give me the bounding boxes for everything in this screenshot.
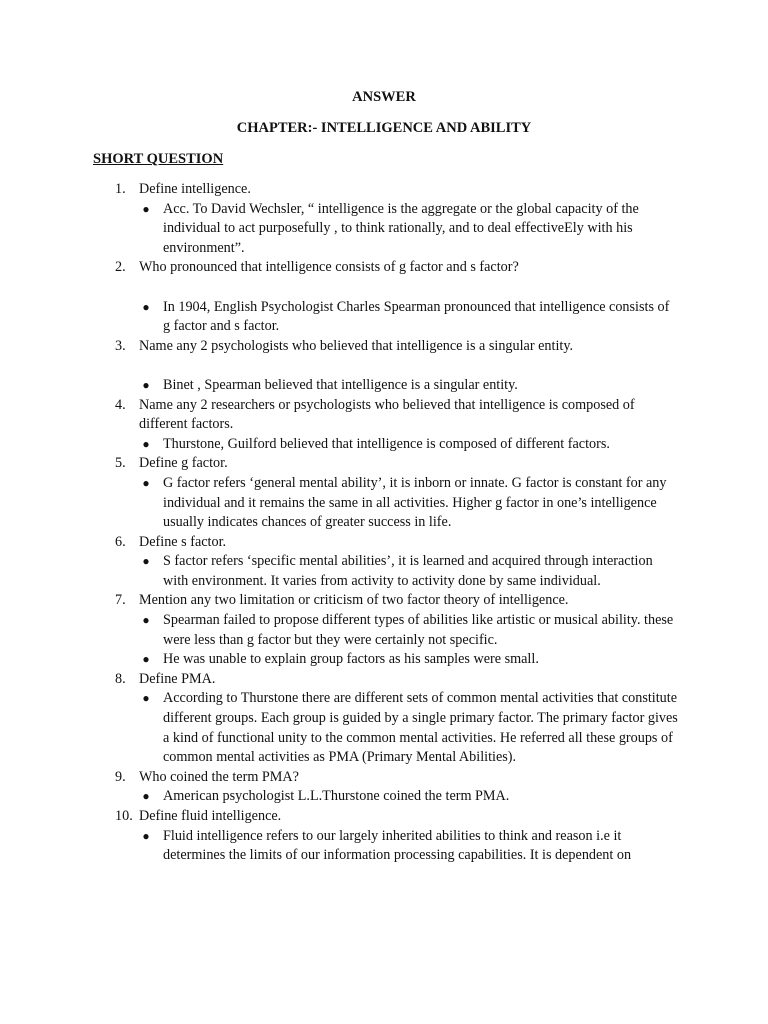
question-number: 10. bbox=[115, 808, 133, 824]
answer-item bbox=[139, 787, 679, 807]
question-text: Name any 2 psychologists who believed that intelligence is a singular entity. bbox=[139, 337, 574, 354]
question-item bbox=[0, 396, 684, 455]
answer-list bbox=[139, 552, 684, 591]
answer-text: He was unable to explain group factors as his samples were small. bbox=[163, 651, 539, 668]
answer-item bbox=[139, 689, 679, 767]
answer-list bbox=[139, 435, 684, 455]
bullet-icon: ● bbox=[142, 377, 150, 392]
question-item bbox=[0, 533, 684, 592]
question-text: Name any 2 researchers or psychologists who believed that intelligence is composed of different factors. bbox=[139, 396, 635, 433]
question-text: Define s factor. bbox=[139, 533, 227, 550]
bullet-icon: ● bbox=[142, 201, 150, 216]
question-number: 9. bbox=[115, 768, 126, 785]
question-number: 6. bbox=[115, 533, 126, 550]
answer-list bbox=[139, 689, 684, 767]
answer-heading: ANSWER bbox=[352, 89, 416, 105]
answer-text: Fluid intelligence refers to our largely inherited abilities to think and reason i.e it determines the limits of our information processing capabilities. It is dependent on bbox=[163, 827, 632, 864]
answer-item bbox=[139, 611, 679, 650]
answer-text: American psychologist L.L.Thurstone coined the term PMA. bbox=[163, 788, 510, 805]
question-number: 3. bbox=[115, 337, 126, 354]
question-item bbox=[0, 454, 684, 532]
question-text: Define fluid intelligence. bbox=[139, 808, 282, 824]
question-item bbox=[0, 670, 684, 768]
question-text: Who pronounced that intelligence consists of g factor and s factor? bbox=[139, 259, 519, 276]
answer-item bbox=[139, 200, 679, 259]
bullet-icon: ● bbox=[142, 828, 150, 843]
answer-text: Binet , Spearman believed that intelligence is a singular entity. bbox=[163, 376, 518, 393]
answer-item bbox=[139, 552, 679, 591]
answer-item bbox=[139, 298, 679, 337]
chapter-title: CHAPTER:- INTELLIGENCE AND ABILITY bbox=[236, 120, 532, 136]
answer-text: According to Thurstone there are different sets of common mental activities that constitute different groups. Each group is guided by a single primary factor. The primary factor gives a kind of functional unity to the common mental activities. He referred all these groups of common mental activities as PMA (Primary Mental Abilities). bbox=[163, 690, 678, 766]
question-number: 8. bbox=[115, 670, 126, 687]
answer-list bbox=[139, 474, 684, 533]
question-number: 4. bbox=[115, 396, 126, 413]
question-item bbox=[0, 337, 684, 396]
bullet-icon: ● bbox=[142, 475, 150, 490]
bullet-icon: ● bbox=[142, 652, 150, 667]
answer-text: Acc. To David Wechsler, “ intelligence is the aggregate or the global capacity of the individual to act purposefully , to think rationally, and to deal effectiveEly with his environment”. bbox=[163, 200, 639, 256]
answer-text: G factor refers ‘general mental ability’, it is inborn or innate. G factor is constant for any individual and it remains the same in all activities. Higher g factor in one’s intelligence usually indicates chances of greater success in life. bbox=[163, 474, 667, 531]
section-heading: SHORT QUESTION bbox=[93, 151, 224, 167]
question-item bbox=[0, 258, 684, 336]
question-text: Define intelligence. bbox=[139, 181, 251, 197]
answer-list bbox=[139, 787, 684, 807]
bullet-icon: ● bbox=[142, 436, 150, 451]
question-list bbox=[0, 180, 768, 866]
answer-list bbox=[139, 827, 684, 866]
answer-list bbox=[139, 376, 684, 396]
answer-list bbox=[139, 298, 684, 337]
bullet-icon: ● bbox=[142, 691, 150, 706]
answer-text: In 1904, English Psychologist Charles Spearman pronounced that intelligence consists of g factor and s factor. bbox=[163, 298, 670, 335]
question-text: Define PMA. bbox=[139, 670, 216, 687]
bullet-icon: ● bbox=[142, 299, 150, 314]
question-text: Define g factor. bbox=[139, 455, 228, 472]
answer-item bbox=[139, 435, 679, 455]
answer-item bbox=[139, 376, 679, 396]
bullet-icon: ● bbox=[142, 613, 150, 628]
answer-item bbox=[139, 474, 679, 533]
answer-text: Spearman failed to propose different types of abilities like artistic or musical ability. these were less than g factor but they were certainly not specific. bbox=[163, 612, 674, 648]
question-item bbox=[0, 180, 684, 258]
question-item bbox=[0, 807, 684, 866]
question-text: Mention any two limitation or criticism of two factor theory of intelligence. bbox=[139, 592, 569, 609]
question-number: 5. bbox=[115, 455, 126, 472]
bullet-icon: ● bbox=[142, 554, 150, 569]
question-number: 2. bbox=[115, 259, 126, 276]
answer-list bbox=[139, 611, 684, 670]
answer-item bbox=[139, 827, 679, 866]
answer-item bbox=[139, 650, 679, 670]
answer-text: S factor refers ‘specific mental abilities’, it is learned and acquired through interaction with environment. It varies from activity to activity done by same individual. bbox=[163, 553, 653, 589]
question-item bbox=[0, 591, 684, 669]
question-item bbox=[0, 768, 684, 807]
question-text: Who coined the term PMA? bbox=[139, 768, 299, 785]
question-number: 1. bbox=[115, 181, 126, 197]
answer-list bbox=[139, 200, 684, 259]
answer-text: Thurstone, Guilford believed that intelligence is composed of different factors. bbox=[163, 435, 610, 452]
bullet-icon: ● bbox=[142, 789, 150, 804]
question-number: 7. bbox=[115, 592, 126, 609]
